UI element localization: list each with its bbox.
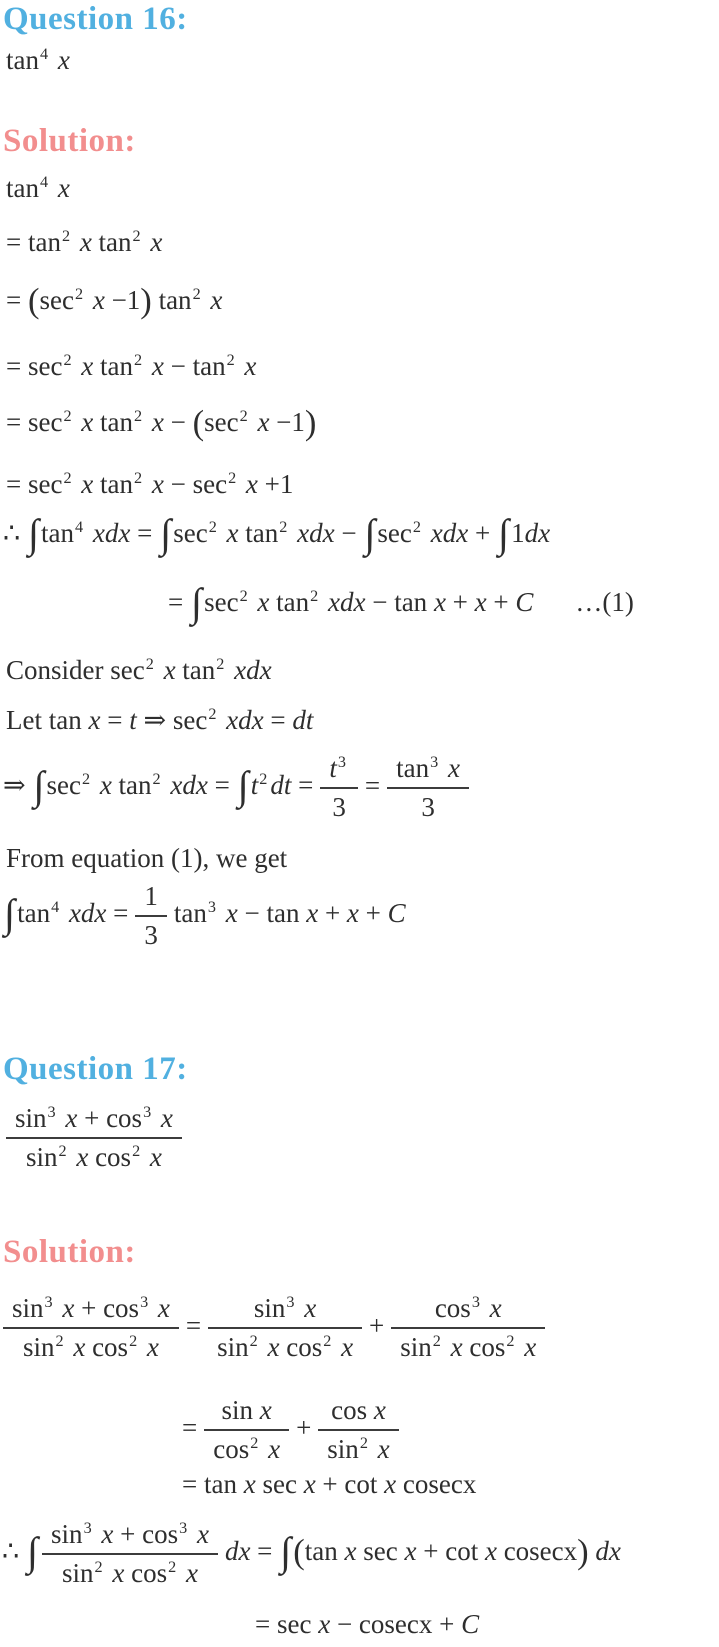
fraction [42,1518,218,1590]
fraction [135,880,167,952]
fraction-denominator: 3 [421,792,435,823]
equals-sign: = [182,1412,198,1443]
fraction-denominator: 3 [144,920,158,951]
q16-solution-heading: Solution: [3,123,136,159]
question-16-heading: Question 16: [3,1,188,37]
q16-continuation-line [168,579,634,625]
equals-sign: = [364,770,381,801]
q16-step-restate: $\tan^4 x$ [6,173,70,203]
fraction-numerator: $\sin^3 x + \cos^3 x$ [42,1518,218,1555]
q16-step-identity: = ($\sec^2$ x −1) $\tan^2 x$ [6,282,223,321]
fraction [208,1292,362,1364]
substitution-line: Let tan x = t ⇒ $\sec^2$ xdx = dt [6,705,314,735]
integral-evaluation-line [3,752,476,824]
q16-problem: $\tan^4 x$ [6,45,70,75]
fraction [3,1292,179,1364]
evaluation-lead: ⇒ $\int\sec^2$ x $\tan^2$ xdx = $\int t^2$ dt = [3,763,314,809]
fraction-denominator: $\sin^2 x$ [327,1434,390,1465]
fraction-denominator: $\sin^2 x$ $\cos^2 x$ [22,1332,159,1363]
fraction [391,1292,545,1364]
q16-result-line [3,880,406,952]
fraction [6,1102,182,1174]
fraction [204,1394,289,1466]
fraction-numerator: $\tan^3 x$ [387,752,469,789]
fraction-numerator: $\sin^3 x + \cos^3 x$ [6,1102,182,1139]
q16-step-substitute: = $\sec^2 x$ $\tan^2 x - (\sec^2$ x −1) [6,404,317,443]
q16-step-split: = $\tan^2 x$ $\tan^2 x$ [6,227,163,257]
fraction-numerator: $t^3$ [320,752,358,789]
fraction-denominator: $\sin^2 x$ $\cos^2 x$ [400,1332,537,1363]
equals-sign: = [185,1310,202,1341]
consider-line: Consider $\sec^2 x$ $\tan^2$ xdx [6,655,272,685]
fraction-denominator: $\sin^2 x$ $\cos^2 x$ [217,1332,354,1363]
fraction-denominator: 3 [332,792,346,823]
fraction-numerator: 1 [135,880,167,917]
q16-step-expand: = $\sec^2 x$ $\tan^2 x - \tan^2 x$ [6,351,257,381]
plus-sign: + [296,1412,312,1443]
result-tail: $\tan^3 x - \tan x + x + C$ [173,898,406,929]
fraction-numerator: cos x [318,1394,398,1431]
q17-simplify-line [182,1394,406,1466]
q17-identity-line: = tan x sec x + cot x cosecx [182,1469,477,1499]
integral-tail: dx = ∫(tan x sec x + cot x cosecx) dx [224,1529,621,1575]
fraction [320,752,358,824]
continuation-expression: = $\int\sec^2$ x $\tan^2$ xdx − tan x + x + C [168,579,534,625]
fraction-numerator: sin x [204,1394,289,1431]
fraction-numerator: $\cos^3 x$ [391,1292,545,1329]
q17-solution-heading: Solution: [3,1234,136,1270]
question-17-heading: Question 17: [3,1051,188,1087]
integral-lead: ∴ ∫ [2,1529,39,1575]
plus-sign: + [369,1310,385,1341]
q17-problem-fraction [6,1102,189,1174]
fraction-numerator: $\sin^3 x$ [208,1292,362,1329]
fraction-denominator: $\sin^2 x$ $\cos^2 x$ [25,1142,162,1173]
fraction [318,1394,398,1466]
q17-integral-line [2,1518,621,1590]
fraction-denominator: $\sin^2 x$ $\cos^2 x$ [62,1558,198,1589]
equation-tag: …(1) [575,587,634,617]
fraction [387,752,469,824]
result-lead: $\int\tan^4$ xdx = [4,891,129,937]
fraction-numerator: $\sin^3 x + \cos^3 x$ [3,1292,179,1329]
q17-result-line: = sec x − cosecx + C [255,1609,480,1639]
fraction-denominator: $\cos^2 x$ [213,1434,281,1465]
from-equation-line: From equation (1), we get [6,843,288,873]
q17-split-line [3,1292,552,1364]
q16-integral-line: ∴ $\int\tan^4$ xdx = $\int\sec^2$ x $\tan^2$ xdx − $\int\sec^2$ xdx + ∫1dx [3,510,551,556]
q16-step-simplify: = $\sec^2 x$ $\tan^2 x - \sec^2 x +1$ [6,469,294,499]
